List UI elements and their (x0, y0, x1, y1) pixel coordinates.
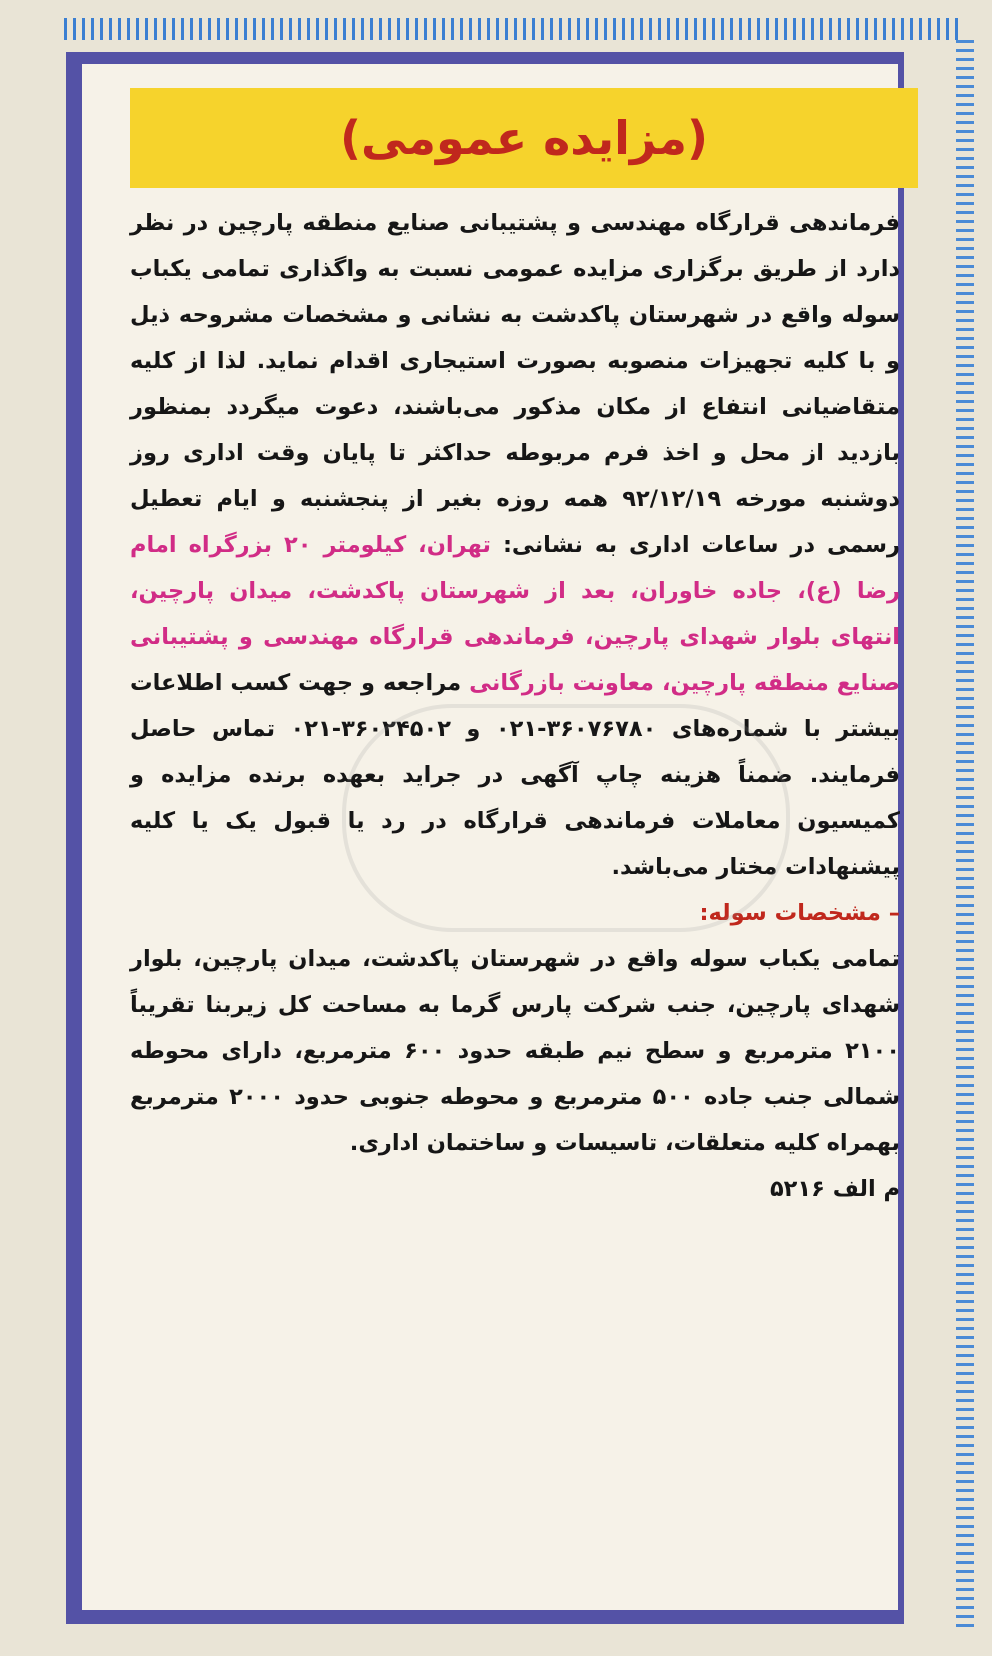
closing-text: مراجعه و جهت کسب اطلاعات بیشتر با شماره‌های ۳۶۰۷۶۷۸۰-۰۲۱ و ۳۶۰۲۴۵۰۲-۰۲۱ تماس حاصل فرمایند. ضمناً هزینه چاپ آگهی در جراید بعهده برنده مزایده و کمیسیون معاملات فرماندهی قرارگاه در رد یا قبول یک یا کلیه پیشنهادات مختار می‌باشد. (130, 670, 901, 880)
intro-text: فرماندهی قرارگاه مهندسی و پشتیبانی صنایع منطقه پارچین در نظر دارد از طریق برگزاری مزایده عمومی نسبت به واگذاری تمامی یکباب سوله واقع در شهرستان پاکدشت به نشانی و مشخصات مشروحه ذیل و با کلیه تجهیزات منصوبه بصورت استیجاری اقدام نماید. لذا از کلیه متقاضیانی انتفاع از مکان مذکور می‌باشند، دعوت میگردد بمنظور بازدید از محل و اخذ فرم مربوطه حداکثر تا پایان وقت اداری روز دوشنبه مورخه ۹۲/۱۲/۱۹ همه روزه بغیر از پنجشنبه و ایام تعطیل رسمی در ساعات اداری به نشانی: (130, 210, 900, 558)
notice-body (130, 200, 900, 1212)
notice-title: (مزایده عمومی) (339, 111, 709, 165)
right-dotted-rule (956, 40, 974, 1630)
notice-paragraph (130, 200, 900, 890)
title-band (130, 88, 918, 188)
notice-frame (66, 52, 904, 1624)
spec-text: تمامی یکباب سوله واقع در شهرستان پاکدشت، میدان پارچین، بلوار شهدای پارچین، جنب شرکت پارس گرما به مساحت کل زیربنا تقریباً ۲۱۰۰ مترمربع و سطح نیم طبقه حدود ۶۰۰ مترمربع، دارای محوطه شمالی جنب جاده ۵۰۰ مترمربع و محوطه جنوبی حدود ۲۰۰۰ مترمربع بهمراه کلیه متعلقات، تاسیسات و ساختمان اداری. (130, 946, 900, 1156)
spec-heading: – مشخصات سوله: (699, 900, 900, 926)
address-text: تهران، کیلومتر ۲۰ بزرگراه امام رضا (ع)، جاده خاوران، بعد از شهرستان پاکدشت، میدان پارچین، انتهای بلوار شهدای پارچین، فرماندهی قرارگاه مهندسی و پشتیبانی صنایع منطقه پارچین، معاونت بازرگانی (130, 532, 900, 696)
notice-code: م الف ۵۲۱۶ (769, 1176, 900, 1202)
top-dotted-rule (64, 18, 964, 40)
